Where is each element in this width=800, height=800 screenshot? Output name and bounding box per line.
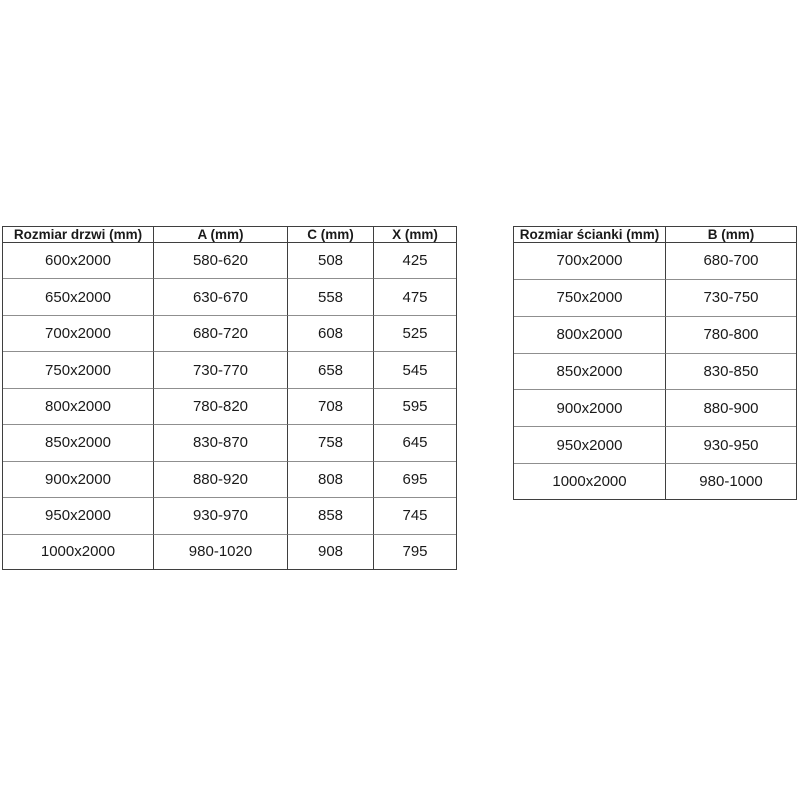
table-row	[3, 243, 456, 279]
table-cell: 695	[374, 462, 456, 498]
table-cell: 600x2000	[3, 243, 154, 279]
table-cell: 750x2000	[3, 352, 154, 388]
header-row	[514, 227, 796, 243]
table-row	[3, 316, 456, 352]
column-header: Rozmiar drzwi (mm)	[3, 227, 154, 243]
table-cell: 680-720	[154, 316, 288, 352]
table-cell: 830-870	[154, 425, 288, 461]
table-row	[3, 389, 456, 425]
table-cell: 750x2000	[514, 280, 666, 317]
table-cell: 800x2000	[3, 389, 154, 425]
table-cell: 980-1000	[699, 473, 763, 491]
table-cell: 808	[288, 462, 374, 498]
table-cell: 700x2000	[514, 243, 666, 280]
table-cell: 830-850	[666, 354, 796, 391]
wall-sizes-table	[513, 226, 797, 500]
header-row	[3, 227, 456, 243]
table-cell: 980-1020	[154, 535, 288, 570]
table-cell: 1000x2000	[3, 535, 154, 570]
table-cell: 900x2000	[3, 462, 154, 498]
table-cell: 745	[374, 498, 456, 534]
table-cell: 595	[374, 389, 456, 425]
table-cell: 900x2000	[514, 390, 666, 427]
table-cell: 880-900	[666, 390, 796, 427]
table-cell: 780-820	[154, 389, 288, 425]
column-header: A (mm)	[154, 227, 288, 243]
column-header: X (mm)	[374, 227, 456, 243]
table-row	[3, 535, 456, 570]
table-cell: 880-920	[154, 462, 288, 498]
table-cell: 1000x2000	[514, 464, 666, 499]
table-row	[514, 317, 796, 354]
table-cell: 930-970	[154, 498, 288, 534]
table-cell: 795	[402, 543, 428, 561]
table-cell: 525	[374, 316, 456, 352]
table-row	[514, 390, 796, 427]
table-cell: 650x2000	[3, 279, 154, 315]
table-row	[514, 280, 796, 317]
table-cell: 475	[374, 279, 456, 315]
table-cell: 680-700	[666, 243, 796, 280]
table-cell: 930-950	[666, 427, 796, 464]
table-row	[3, 498, 456, 534]
table-cell: 608	[288, 316, 374, 352]
table-row	[514, 427, 796, 464]
table-cell: 708	[288, 389, 374, 425]
table-cell: 580-620	[154, 243, 288, 279]
table-cell: 730-770	[154, 352, 288, 388]
table-cell: 658	[288, 352, 374, 388]
door-sizes-table	[2, 226, 457, 570]
table-cell: 545	[374, 352, 456, 388]
table-cell: 645	[374, 425, 456, 461]
table-row	[3, 462, 456, 498]
table-cell: 950x2000	[3, 498, 154, 534]
table-cell: 558	[288, 279, 374, 315]
table-row	[3, 425, 456, 461]
table-cell: 700x2000	[3, 316, 154, 352]
column-header: C (mm)	[288, 227, 374, 243]
table-row	[514, 243, 796, 280]
table-row	[3, 279, 456, 315]
table-cell: 508	[288, 243, 374, 279]
table-cell: 850x2000	[514, 354, 666, 391]
table-cell: 800x2000	[514, 317, 666, 354]
table-row	[3, 352, 456, 388]
table-row	[514, 354, 796, 391]
table-cell: 950x2000	[514, 427, 666, 464]
table-cell: 758	[288, 425, 374, 461]
table-cell: 730-750	[666, 280, 796, 317]
table-cell: 850x2000	[3, 425, 154, 461]
table-cell: 630-670	[154, 279, 288, 315]
column-header: B (mm)	[666, 227, 796, 243]
table-cell: 858	[288, 498, 374, 534]
column-header: Rozmiar ścianki (mm)	[514, 227, 666, 243]
table-cell: 908	[288, 535, 374, 570]
table-cell: 425	[374, 243, 456, 279]
table-cell: 780-800	[666, 317, 796, 354]
table-row	[514, 464, 796, 499]
